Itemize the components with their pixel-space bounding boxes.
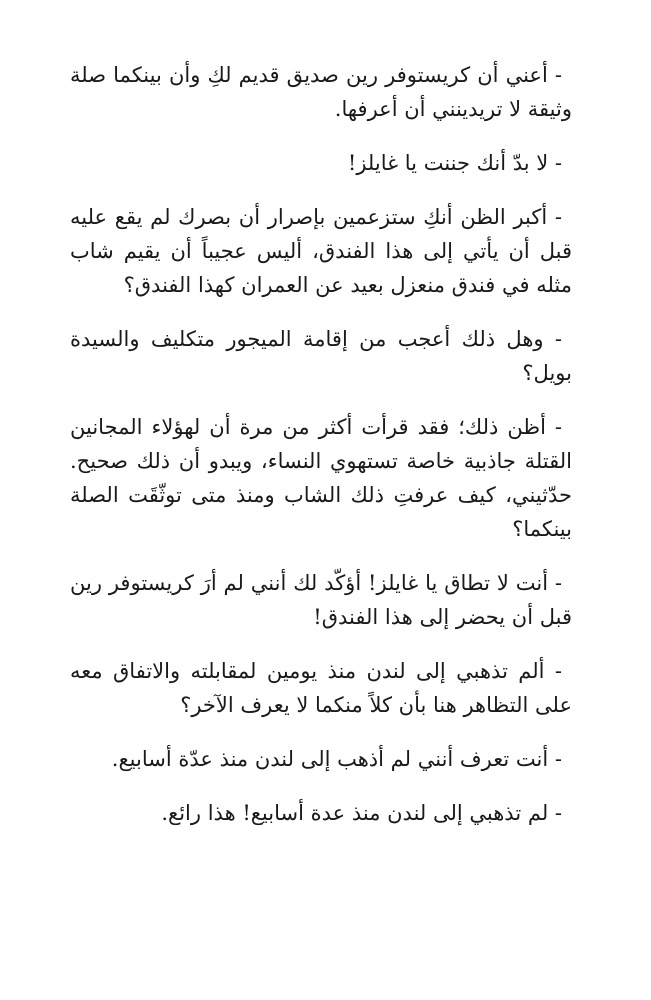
dialogue-line: - أنت لا تطاق يا غايلز! أؤكّد لك أنني لم أرَ كريستوفر رين قبل أن يحضر إلى هذا الفندق! [70, 571, 572, 629]
book-page-text [70, 58, 572, 830]
dialogue-line: - وهل ذلك أعجب من إقامة الميجور متكليف والسيدة بويل؟ [70, 327, 572, 385]
dialogue-line: - لا بدّ أنك جننت يا غايلز! [347, 151, 562, 175]
dialogue-line: - أكبر الظن أنكِ ستزعمين بإصرار أن بصرك لم يقع عليه قبل أن يأتي إلى هذا الفندق، أليس عجيباً أن يقيم شاب مثله في فندق منعزل بعيد عن العمران كهذا الفندق؟ [70, 205, 572, 297]
dialogue-line: - لم تذهبي إلى لندن منذ عدة أسابيع! هذا رائع. [161, 801, 562, 825]
dialogue-line: - ألم تذهبي إلى لندن منذ يومين لمقابلته والاتفاق معه على التظاهر هنا بأن كلاً منكما لا يعرف الآخر؟ [70, 659, 572, 717]
dialogue-line: - أنت تعرف أنني لم أذهب إلى لندن منذ عدّة أسابيع. [111, 747, 562, 771]
dialogue-line: - أعني أن كريستوفر رين صديق قديم لكِ وأن بينكما صلة وثيقة لا تريدينني أن أعرفها. [70, 63, 572, 121]
dialogue-line: - أظن ذلك؛ فقد قرأت أكثر من مرة أن لهؤلاء المجانين القتلة جاذبية خاصة تستهوي النساء، ويبدو أن ذلك صحيح. حدّثيني، كيف عرفتِ ذلك الشاب ومنذ متى توثّقَت الصلة بينكما؟ [70, 415, 572, 541]
